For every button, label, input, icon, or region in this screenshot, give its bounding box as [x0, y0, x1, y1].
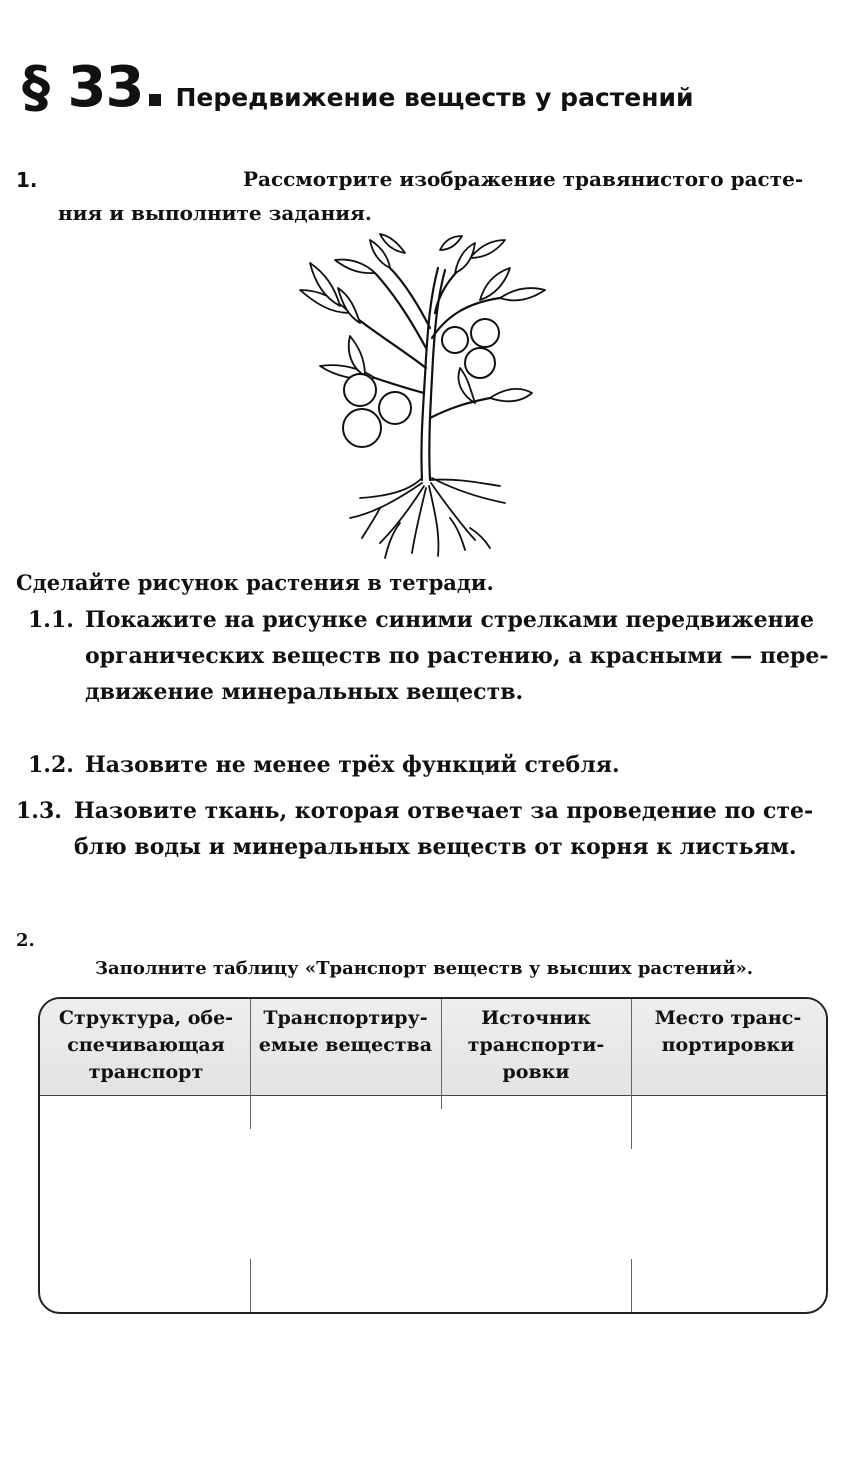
section-number: § 33	[22, 55, 144, 120]
subtask-1-2	[28, 747, 843, 787]
section-bullet	[149, 94, 161, 106]
header-structure-line-2: спечивающая	[67, 1034, 225, 1056]
draw-prompt: Сделайте рисунок растения в тетради.	[16, 570, 494, 595]
subtask-1-3-line-2: блю воды и минеральных веществ от корня к листьям.	[74, 834, 797, 860]
subtask-1-1-line-2: органических веществ по растению, а красными — пере-	[85, 643, 829, 669]
task-2-number: 2.	[16, 930, 35, 951]
section-title: Передвижение веществ у растений	[175, 83, 694, 112]
header-structure-line-1: Структура, обе-	[58, 1007, 234, 1029]
header-source	[443, 1005, 629, 1086]
header-source-line-3: ровки	[502, 1061, 570, 1083]
task-2-instruction: Заполните таблицу «Транспорт веществ у высших растений».	[95, 958, 754, 979]
subtask-1-3-number: 1.3.	[16, 798, 62, 824]
subtask-1-3	[16, 793, 836, 869]
header-source-line-2: транспорти-	[467, 1034, 605, 1056]
subtask-1-3-line-1: Назовите ткань, которая отвечает за проведение по сте-	[74, 798, 814, 824]
task-1-instruction-line-2: ния и выполните задания.	[58, 201, 372, 225]
task-1-instruction-line-1: Рассмотрите изображение травянистого расте-	[243, 167, 804, 191]
subtask-1-1-line-1: Покажите на рисунке синими стрелками передвижение	[85, 607, 814, 633]
transport-table	[38, 997, 828, 1314]
scan-fade	[245, 1129, 257, 1259]
header-structure	[48, 1005, 244, 1086]
header-destination-line-1: Место транс-	[654, 1007, 802, 1029]
header-structure-line-3: транспорт	[88, 1061, 204, 1083]
scan-fade	[436, 1109, 448, 1314]
header-substances-line-2: емые вещества	[258, 1034, 433, 1056]
subtask-1-2-line-1: Назовите не менее трёх функций стебля.	[85, 752, 620, 778]
subtask-1-1	[28, 602, 843, 712]
subtask-1-1-line-3: движение минеральных веществ.	[85, 679, 524, 705]
header-substances-line-1: Транспортиру-	[263, 1007, 428, 1029]
header-destination-line-2: портировки	[661, 1034, 795, 1056]
scan-fade	[318, 1297, 573, 1314]
scan-fade	[38, 1134, 58, 1254]
task-1-number: 1.	[16, 168, 38, 192]
header-substances	[252, 1005, 439, 1059]
section-heading	[22, 55, 694, 120]
scan-fade	[806, 1199, 828, 1259]
tomato-plant-illustration	[280, 228, 570, 568]
scan-fade	[626, 1149, 638, 1259]
subtask-1-1-number: 1.1.	[28, 607, 74, 633]
header-destination	[633, 1005, 823, 1059]
subtask-1-2-number: 1.2.	[28, 752, 74, 778]
header-source-line-1: Источник	[481, 1007, 591, 1029]
